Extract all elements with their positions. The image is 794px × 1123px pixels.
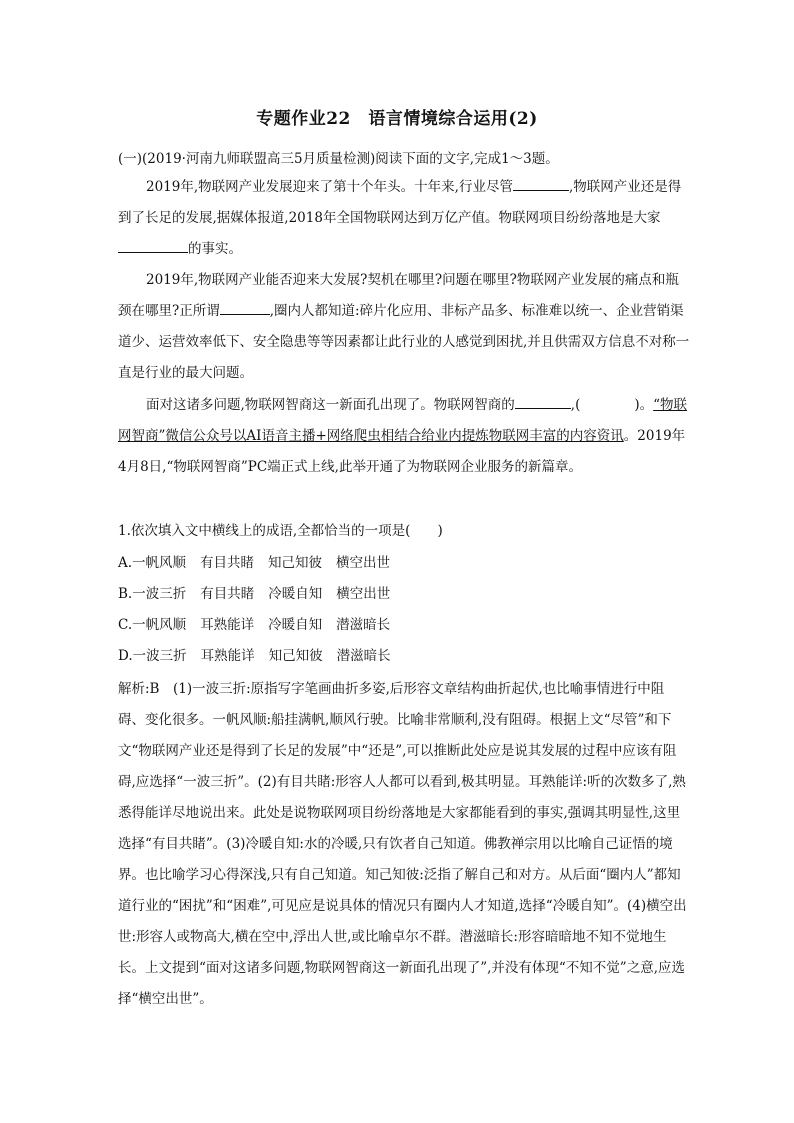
option-c: C.一帆风顺 耳熟能详 冷暖自知 潜滋暗长 xyxy=(118,617,391,633)
page-title: 专题作业22 语言情境综合运用(2) xyxy=(256,109,538,129)
passage-paragraph-1: 2019年,物联网产业发展迎来了第十个年头。十年来,行业尽管 ,物联网产业还是得到了长足的发展,据媒体报道,2018年全国物联网达到万亿产值。物联网项目纷纷落地是大家的事实。 xyxy=(118,172,690,265)
answer-analysis: 解析:B (1)一波三折:原指写字笔画曲折多姿,后形容文章结构曲折起伏,也比喻事情进行中阻碍、变化很多。一帆风顺:船挂满帆,顺风行驶。比喻非常顺利,没有阻碍。根据上文“尽管”和下文“物联网产业还是得到了长足的发展”中“还是”,可以推断此处应是说其发展的过程中应该有阻碍,应选择“一波三折”。(2)有目共睹:形容人人都可以看到,极其明显。耳熟能详:听的次数多了,熟悉得能详尽地说出来。此处是说物联网项目纷纷落地是大家都能看到的事实,强调其明显性,这里选择“有目共睹”。(3)冷暖自知:水的冷暖,只有饮者自己知道。佛教禅宗用以比喻自己证悟的境界。也比喻学习心得深浅,只有自己知道。知己知彼:泛指了解自己和对方。从后面“圈内人”都知道行业的“困扰”和“困难”,可见应是说具体的情况只有圈内人才知道,选择“冷暖自知”。(4)横空出世:形容人或物高大,横在空中,浮出人世,或比喻卓尔不群。潜滋暗长:形容暗暗地不知不觉地生长。上文提到“面对这诸多问题,物联网智商这一新面孔出现了”,并没有体现“不知不觉”之意,应选择“横空出世”。 xyxy=(118,681,687,1007)
blank-1 xyxy=(513,176,569,191)
blank-3 xyxy=(220,300,270,315)
underlined-sentence: “物联网智商”微信公众号以AI语音主播+网络爬虫相结合给业内提炼物联网丰富的内容资讯 xyxy=(118,397,688,444)
blank-4 xyxy=(515,394,571,409)
passage-paragraph-3: 面对这诸多问题,物联网智商这一新面孔出现了。物联网智商的 ,( )。“物联网智商”微信公众号以AI语音主播+网络爬虫相结合给业内提炼物联网丰富的内容资讯。2019年4月8日,“物联网智商”PC端正式上线,此举开通了为物联网企业服务的新篇章。 xyxy=(118,390,690,483)
blank-2 xyxy=(118,238,188,253)
question-source: (一)(2019·河南九师联盟高三5月质量检测)阅读下面的文字,完成1～3题。 xyxy=(118,151,559,167)
option-d: D.一波三折 耳熟能详 知己知彼 潜滋暗长 xyxy=(118,648,391,664)
question-stem: 1.依次填入文中横线上的成语,全都恰当的一项是( ) xyxy=(118,523,443,539)
passage-paragraph-2: 2019年,物联网产业能否迎来大发展?契机在哪里?问题在哪里?物联网产业发展的痛点和瓶颈在哪里?正所谓 ,圈内人都知道:碎片化应用、非标产品多、标准难以统一、企业营销渠道少、运营效率低下、安全隐患等等因素都让此行业的人感觉到困扰,并且供需双方信息不对称一直是行业的最大问题。 xyxy=(118,272,690,381)
option-a: A.一帆风顺 有目共睹 知己知彼 横空出世 xyxy=(118,555,391,571)
option-b: B.一波三折 有目共睹 冷暖自知 横空出世 xyxy=(118,586,391,602)
